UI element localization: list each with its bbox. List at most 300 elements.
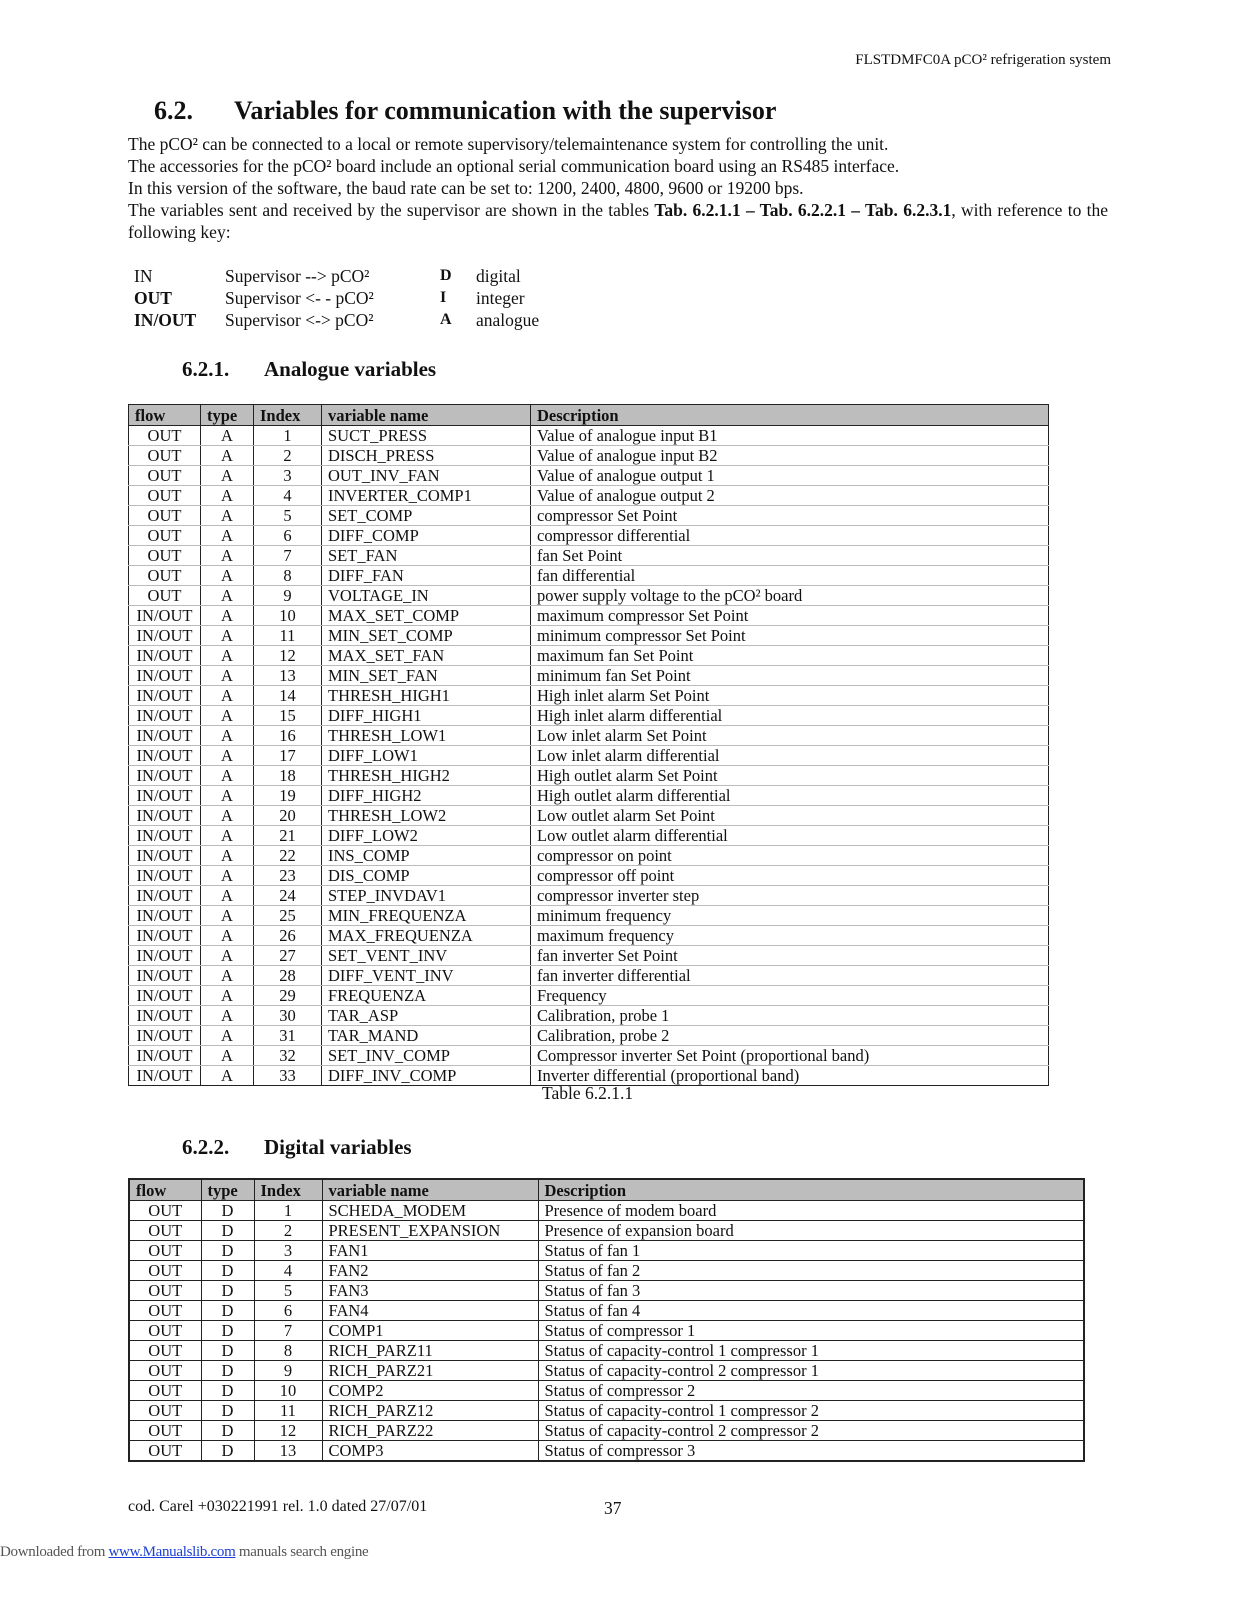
cell-description: maximum fan Set Point — [531, 646, 1049, 666]
cell-description: compressor Set Point — [531, 506, 1049, 526]
key-code: I — [440, 289, 447, 306]
cell-variable-name: THRESH_HIGH2 — [322, 766, 531, 786]
key-code: A — [440, 311, 452, 328]
cell-description: Compressor inverter Set Point (proportional band) — [531, 1046, 1049, 1066]
table-row — [129, 646, 1049, 666]
table-row — [129, 666, 1049, 686]
table-row — [129, 1046, 1049, 1066]
cell-index: 3 — [254, 466, 322, 486]
cell-type: A — [201, 646, 254, 666]
cell-description: Value of analogue output 2 — [531, 486, 1049, 506]
cell-description: Calibration, probe 2 — [531, 1026, 1049, 1046]
cell-flow: IN/OUT — [129, 946, 201, 966]
cell-index: 8 — [254, 1341, 322, 1361]
cell-variable-name: MIN_FREQUENZA — [322, 906, 531, 926]
cell-variable-name: COMP3 — [322, 1441, 538, 1462]
cell-variable-name: THRESH_HIGH1 — [322, 686, 531, 706]
cell-flow: OUT — [129, 1341, 201, 1361]
cell-index: 6 — [254, 526, 322, 546]
cell-index: 29 — [254, 986, 322, 1006]
table-row — [129, 686, 1049, 706]
cell-variable-name: RICH_PARZ11 — [322, 1341, 538, 1361]
key-type: digital — [476, 266, 521, 286]
table-row — [129, 846, 1049, 866]
table-row — [129, 1361, 1084, 1381]
table-row — [129, 1441, 1084, 1462]
intro-line: The pCO² can be connected to a local or remote supervisory/telemaintenance system for controlling the unit. — [128, 134, 889, 154]
cell-type: D — [201, 1401, 254, 1421]
cell-variable-name: DIFF_INV_COMP — [322, 1066, 531, 1086]
cell-flow: OUT — [129, 1441, 201, 1462]
cell-description: maximum frequency — [531, 926, 1049, 946]
key-type: analogue — [476, 310, 540, 330]
table-row — [129, 706, 1049, 726]
cell-index: 32 — [254, 1046, 322, 1066]
cell-flow: IN/OUT — [129, 826, 201, 846]
cell-flow: IN/OUT — [129, 646, 201, 666]
analogue-variables-table — [128, 404, 1049, 1086]
cell-variable-name: FAN3 — [322, 1281, 538, 1301]
table-caption: Table 6.2.1.1 — [542, 1083, 634, 1103]
table-row — [129, 506, 1049, 526]
cell-index: 33 — [254, 1066, 322, 1086]
cell-variable-name: DIFF_LOW2 — [322, 826, 531, 846]
cell-variable-name: DIFF_FAN — [322, 566, 531, 586]
cell-variable-name: MAX_SET_COMP — [322, 606, 531, 626]
cell-index: 4 — [254, 486, 322, 506]
cell-index: 7 — [254, 546, 322, 566]
cell-description: High inlet alarm Set Point — [531, 686, 1049, 706]
cell-index: 5 — [254, 506, 322, 526]
cell-description: High inlet alarm differential — [531, 706, 1049, 726]
cell-type: A — [201, 886, 254, 906]
cell-description: Low outlet alarm Set Point — [531, 806, 1049, 826]
column-header: Index — [254, 405, 322, 426]
digital-variables-table — [128, 1178, 1085, 1462]
table-row — [129, 746, 1049, 766]
cell-type: A — [201, 866, 254, 886]
cell-description: power supply voltage to the pCO² board — [531, 586, 1049, 606]
intro-text — [128, 133, 1108, 243]
cell-flow: IN/OUT — [129, 666, 201, 686]
cell-type: D — [201, 1441, 254, 1462]
table-row — [129, 1221, 1084, 1241]
table-row — [129, 966, 1049, 986]
cell-description: compressor on point — [531, 846, 1049, 866]
cell-variable-name: MIN_SET_FAN — [322, 666, 531, 686]
cell-flow: OUT — [129, 1381, 201, 1401]
cell-variable-name: PRESENT_EXPANSION — [322, 1221, 538, 1241]
key-flow: OUT — [134, 288, 172, 308]
cell-variable-name: STEP_INVDAV1 — [322, 886, 531, 906]
cell-type: D — [201, 1301, 254, 1321]
cell-type: A — [201, 786, 254, 806]
cell-variable-name: TAR_ASP — [322, 1006, 531, 1026]
intro-line: The accessories for the pCO² board include an optional serial communication board using an RS485 interface. — [128, 156, 900, 176]
cell-flow: IN/OUT — [129, 746, 201, 766]
cell-index: 9 — [254, 1361, 322, 1381]
cell-type: A — [201, 466, 254, 486]
cell-variable-name: MAX_FREQUENZA — [322, 926, 531, 946]
table-row — [129, 1241, 1084, 1261]
cell-flow: IN/OUT — [129, 866, 201, 886]
cell-index: 8 — [254, 566, 322, 586]
cell-index: 12 — [254, 646, 322, 666]
cell-index: 10 — [254, 1381, 322, 1401]
cell-variable-name: SET_COMP — [322, 506, 531, 526]
cell-description: Status of compressor 1 — [538, 1321, 1084, 1341]
cell-type: A — [201, 826, 254, 846]
cell-flow: IN/OUT — [129, 1026, 201, 1046]
cell-variable-name: COMP2 — [322, 1381, 538, 1401]
cell-type: A — [201, 846, 254, 866]
cell-description: Status of compressor 3 — [538, 1441, 1084, 1462]
table-row — [129, 886, 1049, 906]
cell-flow: IN/OUT — [129, 846, 201, 866]
cell-description: Status of fan 3 — [538, 1281, 1084, 1301]
cell-description: fan Set Point — [531, 546, 1049, 566]
cell-description: Low inlet alarm Set Point — [531, 726, 1049, 746]
cell-type: A — [201, 906, 254, 926]
cell-description: Status of capacity-control 1 compressor 1 — [538, 1341, 1084, 1361]
cell-index: 28 — [254, 966, 322, 986]
digital-heading — [182, 1135, 412, 1160]
cell-flow: OUT — [129, 1201, 201, 1221]
cell-variable-name: MAX_SET_FAN — [322, 646, 531, 666]
cell-description: minimum frequency — [531, 906, 1049, 926]
cell-index: 2 — [254, 1221, 322, 1241]
cell-index: 13 — [254, 666, 322, 686]
cell-type: A — [201, 806, 254, 826]
intro-line — [128, 199, 1108, 243]
intro-line: In this version of the software, the baud rate can be set to: 1200, 2400, 4800, 9600 or 19200 bps. — [128, 178, 804, 198]
key-row — [134, 309, 539, 331]
cell-index: 14 — [254, 686, 322, 706]
cell-variable-name: RICH_PARZ12 — [322, 1401, 538, 1421]
subsection-title: Analogue variables — [264, 357, 437, 381]
cell-description: compressor off point — [531, 866, 1049, 886]
table-row — [129, 866, 1049, 886]
cell-flow: OUT — [129, 1421, 201, 1441]
key-code: D — [440, 267, 452, 284]
cell-variable-name: INVERTER_COMP1 — [322, 486, 531, 506]
cell-variable-name: THRESH_LOW2 — [322, 806, 531, 826]
section-heading — [154, 96, 776, 126]
running-header: FLSTDMFC0A pCO² refrigeration system — [855, 52, 1111, 68]
cell-variable-name: DIFF_HIGH1 — [322, 706, 531, 726]
subsection-number: 6.2.1. — [182, 357, 230, 381]
cell-index: 5 — [254, 1281, 322, 1301]
subsection-number: 6.2.2. — [182, 1135, 230, 1159]
cell-flow: IN/OUT — [129, 706, 201, 726]
cell-index: 30 — [254, 1006, 322, 1026]
cell-type: A — [201, 926, 254, 946]
key-row — [134, 265, 539, 287]
table-row — [129, 806, 1049, 826]
cell-type: A — [201, 1066, 254, 1086]
cell-type: A — [201, 666, 254, 686]
cell-index: 12 — [254, 1421, 322, 1441]
cell-type: A — [201, 1026, 254, 1046]
table-row — [129, 426, 1049, 446]
cell-index: 7 — [254, 1321, 322, 1341]
cell-description: Value of analogue input B1 — [531, 426, 1049, 446]
cell-description: fan differential — [531, 566, 1049, 586]
cell-index: 1 — [254, 426, 322, 446]
table-row — [129, 1381, 1084, 1401]
cell-variable-name: RICH_PARZ22 — [322, 1421, 538, 1441]
cell-index: 11 — [254, 626, 322, 646]
cell-variable-name: RICH_PARZ21 — [322, 1361, 538, 1381]
cell-variable-name: INS_COMP — [322, 846, 531, 866]
cell-flow: OUT — [129, 426, 201, 446]
cell-type: A — [201, 686, 254, 706]
table-row — [129, 1201, 1084, 1221]
cell-type: A — [201, 446, 254, 466]
cell-description: Frequency — [531, 986, 1049, 1006]
column-header: Description — [538, 1179, 1084, 1201]
table-row — [129, 726, 1049, 746]
cell-flow: OUT — [129, 1221, 201, 1241]
cell-variable-name: FREQUENZA — [322, 986, 531, 1006]
cell-flow: OUT — [129, 1241, 201, 1261]
table-row — [129, 626, 1049, 646]
cell-flow: OUT — [129, 1301, 201, 1321]
cell-variable-name: DISCH_PRESS — [322, 446, 531, 466]
cell-description: minimum fan Set Point — [531, 666, 1049, 686]
cell-description: compressor inverter step — [531, 886, 1049, 906]
table-row — [129, 1341, 1084, 1361]
table-row — [129, 766, 1049, 786]
cell-flow: OUT — [129, 446, 201, 466]
cell-flow: IN/OUT — [129, 686, 201, 706]
column-header: variable name — [322, 1179, 538, 1201]
subsection-title: Digital variables — [264, 1135, 412, 1159]
cell-description: Status of capacity-control 2 compressor 2 — [538, 1421, 1084, 1441]
cell-index: 26 — [254, 926, 322, 946]
cell-flow: IN/OUT — [129, 886, 201, 906]
table-row — [129, 1421, 1084, 1441]
table-row — [129, 1301, 1084, 1321]
table-row — [129, 1281, 1084, 1301]
cell-type: A — [201, 506, 254, 526]
intro-text-span: The variables sent and received by the supervisor are shown in the tables — [128, 200, 655, 220]
table-row — [129, 1261, 1084, 1281]
cell-type: D — [201, 1241, 254, 1261]
table-row — [129, 986, 1049, 1006]
cell-description: Status of fan 2 — [538, 1261, 1084, 1281]
cell-flow: IN/OUT — [129, 606, 201, 626]
table-row — [129, 1401, 1084, 1421]
cell-type: A — [201, 1006, 254, 1026]
table-row — [129, 586, 1049, 606]
cell-description: Low outlet alarm differential — [531, 826, 1049, 846]
cell-index: 18 — [254, 766, 322, 786]
cell-type: A — [201, 706, 254, 726]
cell-description: Inverter differential (proportional band) — [531, 1066, 1049, 1086]
cell-index: 10 — [254, 606, 322, 626]
cell-description: maximum compressor Set Point — [531, 606, 1049, 626]
cell-variable-name: DIFF_COMP — [322, 526, 531, 546]
cell-variable-name: FAN1 — [322, 1241, 538, 1261]
cell-description: Status of fan 4 — [538, 1301, 1084, 1321]
cell-description: Value of analogue input B2 — [531, 446, 1049, 466]
cell-variable-name: DIFF_HIGH2 — [322, 786, 531, 806]
intro-text-span: , with reference to the following key: — [128, 200, 1108, 242]
cell-variable-name: SET_INV_COMP — [322, 1046, 531, 1066]
analogue-heading — [182, 357, 436, 382]
cell-flow: OUT — [129, 466, 201, 486]
table-row — [129, 466, 1049, 486]
section-title: Variables for communication with the supervisor — [234, 96, 777, 125]
cell-description: Calibration, probe 1 — [531, 1006, 1049, 1026]
section-number: 6.2. — [154, 96, 193, 125]
table-row — [129, 1006, 1049, 1026]
table-row — [129, 446, 1049, 466]
cell-variable-name: DIFF_LOW1 — [322, 746, 531, 766]
cell-variable-name: DIS_COMP — [322, 866, 531, 886]
cell-flow: IN/OUT — [129, 1006, 201, 1026]
cell-flow: IN/OUT — [129, 926, 201, 946]
cell-description: Presence of expansion board — [538, 1221, 1084, 1241]
cell-variable-name: SCHEDA_MODEM — [322, 1201, 538, 1221]
download-text: manuals search engine — [235, 1544, 369, 1560]
cell-index: 17 — [254, 746, 322, 766]
cell-variable-name: SET_FAN — [322, 546, 531, 566]
cell-type: A — [201, 946, 254, 966]
table-references: Tab. 6.2.1.1 – Tab. 6.2.2.1 – Tab. 6.2.3.1 — [654, 200, 952, 220]
cell-description: High outlet alarm differential — [531, 786, 1049, 806]
table-header-row — [129, 1179, 1084, 1201]
column-header: Index — [254, 1179, 322, 1201]
cell-type: A — [201, 486, 254, 506]
cell-type: A — [201, 606, 254, 626]
cell-index: 13 — [254, 1441, 322, 1462]
cell-flow: OUT — [129, 526, 201, 546]
cell-description: Low inlet alarm differential — [531, 746, 1049, 766]
cell-index: 11 — [254, 1401, 322, 1421]
cell-flow: IN/OUT — [129, 806, 201, 826]
cell-description: Status of capacity-control 1 compressor 2 — [538, 1401, 1084, 1421]
cell-flow: OUT — [129, 506, 201, 526]
cell-flow: OUT — [129, 546, 201, 566]
cell-variable-name: FAN2 — [322, 1261, 538, 1281]
cell-description: fan inverter Set Point — [531, 946, 1049, 966]
cell-type: A — [201, 426, 254, 446]
cell-description: minimum compressor Set Point — [531, 626, 1049, 646]
cell-index: 15 — [254, 706, 322, 726]
table-row — [129, 486, 1049, 506]
download-text: Downloaded from — [0, 1544, 109, 1560]
cell-type: A — [201, 1046, 254, 1066]
table-row — [129, 786, 1049, 806]
column-header: type — [201, 1179, 254, 1201]
cell-variable-name: VOLTAGE_IN — [322, 586, 531, 606]
cell-index: 20 — [254, 806, 322, 826]
key-desc: Supervisor <- - pCO² — [225, 288, 374, 308]
cell-type: D — [201, 1381, 254, 1401]
column-header: variable name — [322, 405, 531, 426]
cell-type: A — [201, 986, 254, 1006]
cell-type: A — [201, 586, 254, 606]
cell-flow: OUT — [129, 486, 201, 506]
cell-description: Status of capacity-control 2 compressor 1 — [538, 1361, 1084, 1381]
cell-type: A — [201, 726, 254, 746]
cell-flow: OUT — [129, 1261, 201, 1281]
cell-variable-name: SET_VENT_INV — [322, 946, 531, 966]
cell-description: fan inverter differential — [531, 966, 1049, 986]
cell-variable-name: OUT_INV_FAN — [322, 466, 531, 486]
table-row — [129, 826, 1049, 846]
cell-flow: OUT — [129, 1361, 201, 1381]
cell-index: 2 — [254, 446, 322, 466]
cell-flow: OUT — [129, 1281, 201, 1301]
cell-index: 19 — [254, 786, 322, 806]
cell-index: 23 — [254, 866, 322, 886]
cell-variable-name: COMP1 — [322, 1321, 538, 1341]
table-row — [129, 906, 1049, 926]
cell-flow: OUT — [129, 1401, 201, 1421]
cell-index: 24 — [254, 886, 322, 906]
column-header: type — [201, 405, 254, 426]
cell-variable-name: SUCT_PRESS — [322, 426, 531, 446]
manualslib-link[interactable]: www.Manualslib.com — [108, 1544, 236, 1560]
cell-flow: IN/OUT — [129, 726, 201, 746]
cell-variable-name: TAR_MAND — [322, 1026, 531, 1046]
cell-flow: IN/OUT — [129, 966, 201, 986]
cell-index: 25 — [254, 906, 322, 926]
cell-type: A — [201, 566, 254, 586]
table-row — [129, 566, 1049, 586]
cell-description: Status of fan 1 — [538, 1241, 1084, 1261]
cell-type: A — [201, 746, 254, 766]
table-row — [129, 926, 1049, 946]
cell-type: A — [201, 526, 254, 546]
key-desc: Supervisor --> pCO² — [225, 266, 370, 286]
cell-flow: IN/OUT — [129, 1066, 201, 1086]
cell-type: D — [201, 1361, 254, 1381]
key-row — [134, 287, 539, 309]
cell-type: D — [201, 1321, 254, 1341]
key-table — [134, 265, 539, 331]
cell-flow: IN/OUT — [129, 786, 201, 806]
table-row — [129, 1321, 1084, 1341]
cell-description: compressor differential — [531, 526, 1049, 546]
cell-index: 16 — [254, 726, 322, 746]
cell-type: D — [201, 1341, 254, 1361]
cell-description: Presence of modem board — [538, 1201, 1084, 1221]
key-type: integer — [476, 288, 525, 308]
cell-variable-name: THRESH_LOW1 — [322, 726, 531, 746]
cell-type: D — [201, 1201, 254, 1221]
cell-index: 3 — [254, 1241, 322, 1261]
cell-type: D — [201, 1261, 254, 1281]
key-flow: IN/OUT — [134, 310, 197, 330]
cell-index: 22 — [254, 846, 322, 866]
cell-flow: OUT — [129, 1321, 201, 1341]
cell-variable-name: FAN4 — [322, 1301, 538, 1321]
cell-description: High outlet alarm Set Point — [531, 766, 1049, 786]
column-header: flow — [129, 1179, 201, 1201]
cell-variable-name: DIFF_VENT_INV — [322, 966, 531, 986]
download-banner — [0, 1544, 368, 1561]
key-flow: IN — [134, 266, 153, 286]
column-header: Description — [531, 405, 1049, 426]
cell-description: Status of compressor 2 — [538, 1381, 1084, 1401]
cell-type: A — [201, 966, 254, 986]
table-header-row — [129, 405, 1049, 426]
cell-flow: IN/OUT — [129, 626, 201, 646]
